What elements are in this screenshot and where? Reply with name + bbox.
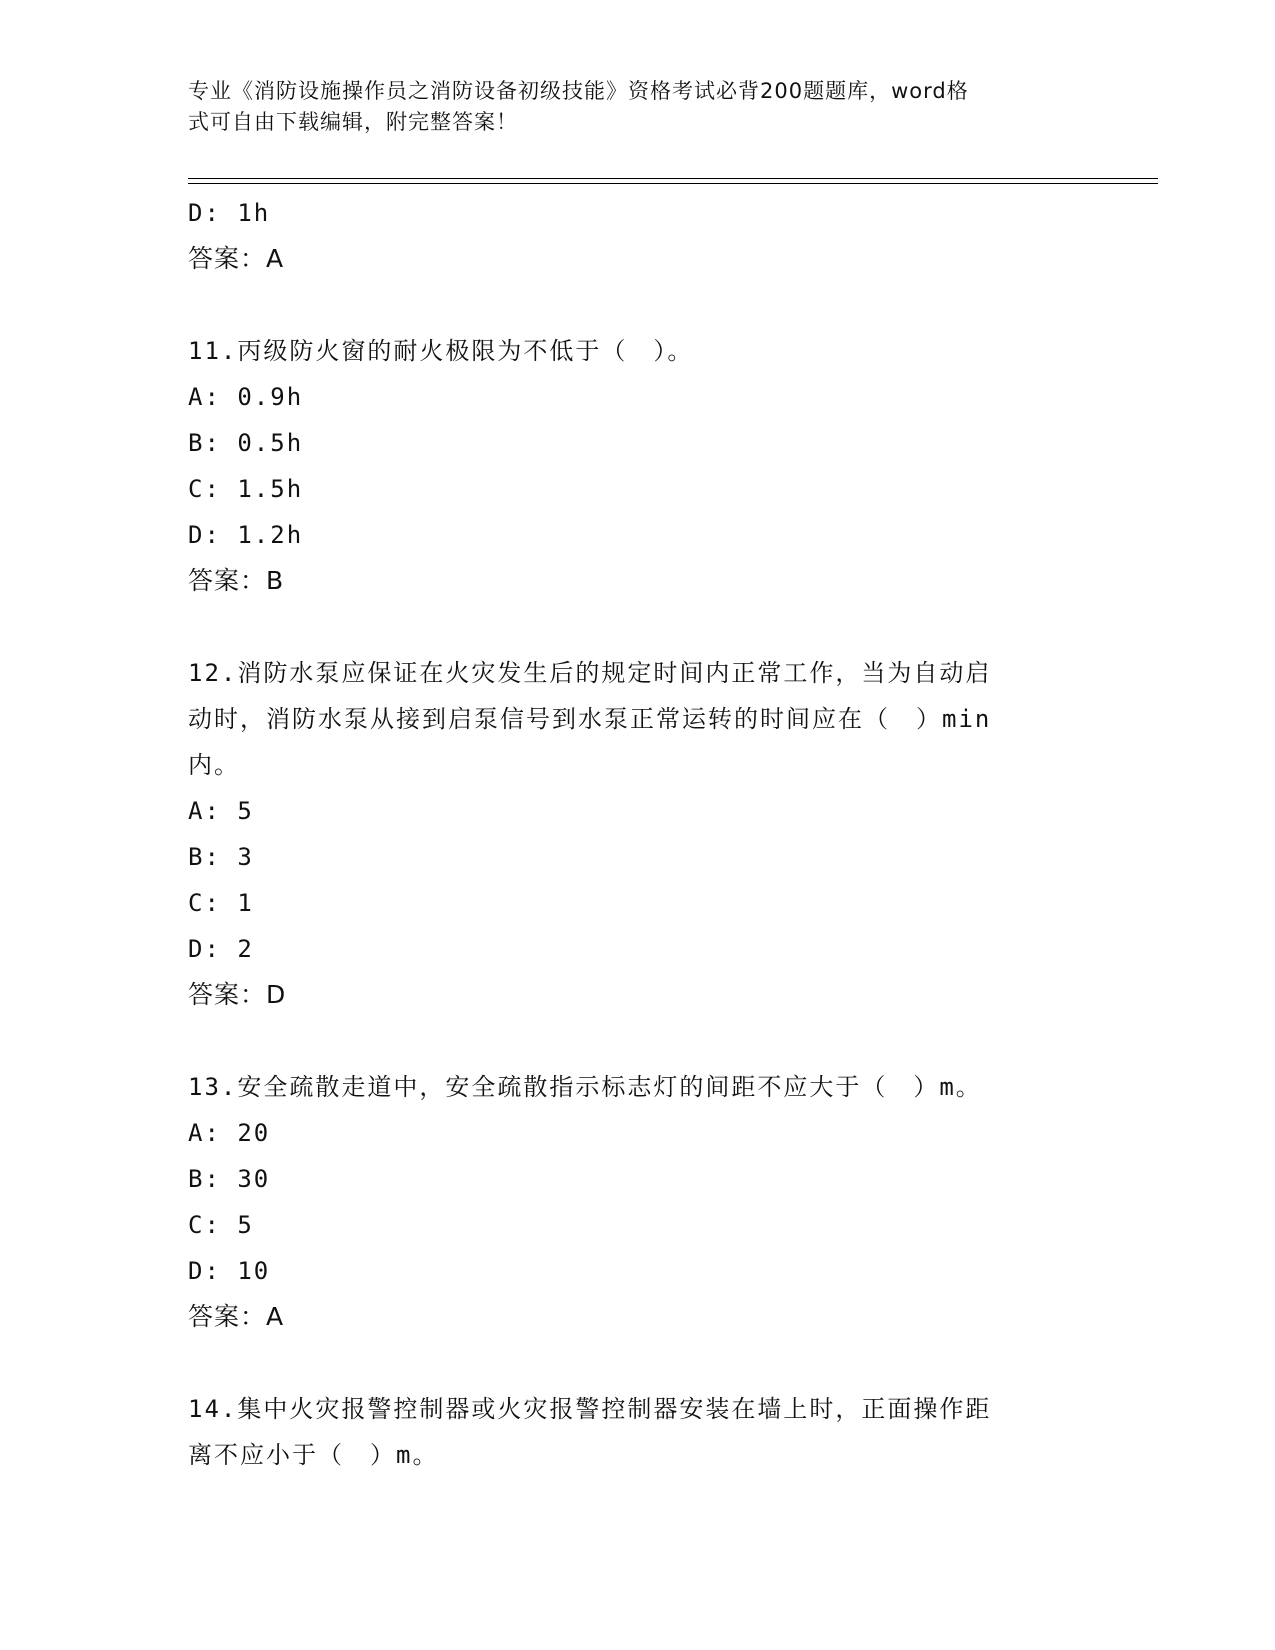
header-divider-top <box>188 178 1158 179</box>
question-text-line-3: 内。 <box>188 751 240 779</box>
question-11 <box>188 328 1088 604</box>
header-line-1: 专业《消防设施操作员之消防设备初级技能》资格考试必背200题题库，word格 <box>188 79 969 103</box>
spacer <box>188 1340 1088 1386</box>
question-14 <box>188 1386 1088 1478</box>
question-text-line-2: 动时，消防水泵从接到启泵信号到水泵正常运转的时间应在（ ）min <box>188 705 992 733</box>
option-c: C: 5 <box>188 1211 254 1239</box>
option-d: D: 1.2h <box>188 521 304 549</box>
answer-line: 答案：A <box>188 1302 285 1331</box>
option-c: C: 1.5h <box>188 475 304 503</box>
option-a: A: 20 <box>188 1119 271 1147</box>
header-line-2: 式可自由下载编辑，附完整答案！ <box>188 110 518 134</box>
question-text: 11.丙级防火窗的耐火极限为不低于（ ）。 <box>188 337 694 365</box>
question-text-line-1: 14.集中火灾报警控制器或火灾报警控制器安装在墙上时，正面操作距 <box>188 1395 992 1423</box>
spacer <box>188 1018 1088 1064</box>
option-b: B: 0.5h <box>188 429 304 457</box>
spacer <box>188 282 1088 328</box>
option-d: D: 10 <box>188 1257 271 1285</box>
option-d: D: 2 <box>188 935 254 963</box>
option-d: D: 1h <box>188 199 271 227</box>
question-text: 13.安全疏散走道中，安全疏散指示标志灯的间距不应大于（ ）m。 <box>188 1073 982 1101</box>
option-b: B: 3 <box>188 843 254 871</box>
question-text-line-2: 离不应小于（ ）m。 <box>188 1441 439 1469</box>
answer-line: 答案：A <box>188 244 285 273</box>
question-list <box>188 190 1088 1478</box>
option-a: A: 0.9h <box>188 383 304 411</box>
page-header <box>188 76 1068 138</box>
question-12 <box>188 650 1088 1018</box>
option-b: B: 30 <box>188 1165 271 1193</box>
option-c: C: 1 <box>188 889 254 917</box>
answer-line: 答案：B <box>188 566 285 595</box>
answer-line: 答案：D <box>188 980 287 1009</box>
spacer <box>188 604 1088 650</box>
option-a: A: 5 <box>188 797 254 825</box>
header-divider-bottom <box>188 183 1158 184</box>
question-13 <box>188 1064 1088 1340</box>
question-text-line-1: 12.消防水泵应保证在火灾发生后的规定时间内正常工作，当为自动启 <box>188 659 992 687</box>
